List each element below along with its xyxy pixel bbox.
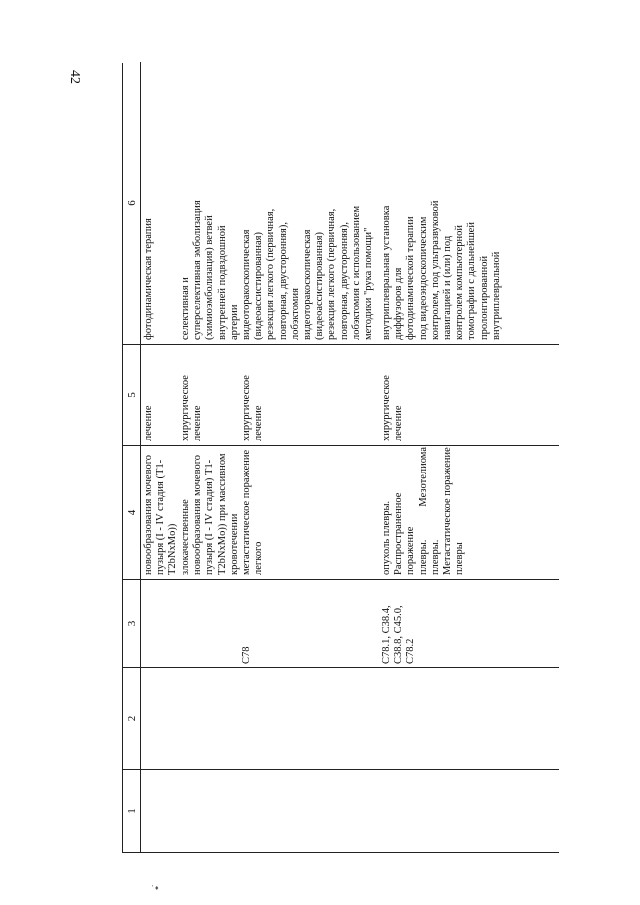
column-number-2: 2 — [124, 668, 141, 769]
page-number: 42 — [67, 70, 82, 84]
method-cell: фотодинамическая терапия — [143, 218, 154, 340]
column-number-6: 6 — [124, 62, 141, 344]
treatment-type-cell: хирургическое лечение — [180, 375, 204, 441]
method-cell: селективная и суперселективная эмболизация (химиоэмболизация) ветвей внутренней подвздошной артерии — [180, 200, 240, 340]
condition-cell: злокачественные новообразования мочевого пузыря (I - IV стадия) Т1- Т2bNxMo)) при массивном кровотечении — [180, 453, 240, 575]
column-number-5: 5 — [124, 345, 141, 445]
treatment-type-cell: лечение — [143, 405, 154, 441]
column-divider — [123, 769, 559, 770]
condition-cell: опухоль плевры. Распространенное поражение плевры. Мезотелиома плевры. Метастатическое поражение плевры — [381, 447, 466, 575]
column-divider — [123, 445, 559, 446]
treatment-type-cell: хирургическое лечение — [241, 375, 265, 441]
method-cell: внутриплевральная установка диффузоров для фотодинамической терапии под видеоэндоскопическим контролем, под ультразвуковой навигацией и (или) под контролем компьютерной томографии с дальнейшей пролонгированной внутриплевральной — [381, 200, 502, 340]
column-divider — [123, 667, 559, 668]
condition-cell: метастатическое поражение легкого — [241, 449, 265, 575]
code-cell: С78 — [241, 646, 252, 664]
column-number-1: 1 — [124, 770, 141, 852]
medical-table — [122, 63, 559, 853]
condition-cell: новообразования мочевого пузыря (I - IV стадия (Т1- Т2bNxMo)) — [143, 454, 179, 575]
column-number-4: 4 — [124, 446, 141, 579]
code-cell: С78.1, С38.4, С38.8, С45.0, С78.2 — [381, 605, 417, 664]
bottom-mark: ' ♦ — [152, 884, 159, 892]
column-divider — [123, 344, 559, 345]
column-number-3: 3 — [124, 580, 141, 667]
method-cell: видеоторакоскопическая (видеоассистированная) резекция легкого (первичная, повторная, двусторонняя), лобэктомия видеоторакоскопическая (видеоассистированная) резекция легкого (первичная, повторная, двусторонняя), лобэктомия с использованием методики "рука помощи" — [241, 205, 375, 340]
treatment-type-cell: хирургическое лечение — [381, 375, 405, 441]
column-divider — [123, 579, 559, 580]
